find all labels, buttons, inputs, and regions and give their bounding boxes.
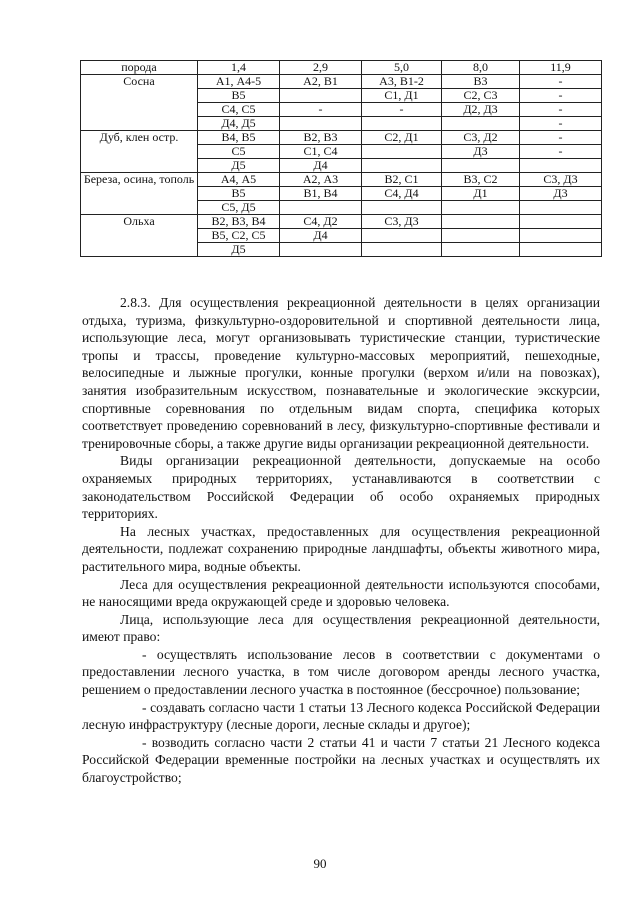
table-cell: - [520, 131, 602, 145]
table-cell: - [362, 103, 442, 117]
table-cell: Д5 [198, 159, 280, 173]
table-cell [362, 159, 442, 173]
table-cell: - [520, 75, 602, 89]
species-cell: Сосна [81, 75, 198, 131]
table-cell: С4, Д2 [280, 215, 362, 229]
table-row [81, 215, 602, 229]
list-item: - возводить согласно части 2 статьи 41 и части 7 статьи 21 Лесного кодекса Российской Федерации временные постройки на лесных участках и осуществлять их благоустройство; [82, 734, 600, 786]
table-cell: А2, В1 [280, 75, 362, 89]
table-cell: - [520, 145, 602, 159]
table-cell [520, 229, 602, 243]
table-cell: В3 [442, 75, 520, 89]
table-cell [280, 89, 362, 103]
table-cell [520, 243, 602, 257]
table-cell: В5 [198, 187, 280, 201]
paragraph: На лесных участках, предоставленных для осуществления рекреационной деятельности, подлежат сохранению природные ландшафты, объекты животного мира, растительного мира, водные объекты. [82, 523, 600, 574]
table-cell: В5, С2, С5 [198, 229, 280, 243]
table-cell: С3, Д3 [362, 215, 442, 229]
table-body [81, 61, 602, 257]
table-cell: С3, Д3 [520, 173, 602, 187]
paragraph: Леса для осуществления рекреационной деятельности используются способами, не наносящими вреда окружающей среде и здоровью человека. [82, 576, 600, 610]
table-cell [442, 215, 520, 229]
header-cell: порода [81, 61, 198, 75]
table-cell: В2, В3, В4 [198, 215, 280, 229]
species-cell: Береза, осина, тополь [81, 173, 198, 215]
table-cell: С5 [198, 145, 280, 159]
table-row [81, 173, 602, 187]
table-cell: А4, А5 [198, 173, 280, 187]
table-cell: Д5 [198, 243, 280, 257]
table-cell [442, 201, 520, 215]
table-cell: Д2, Д3 [442, 103, 520, 117]
table-row [81, 131, 602, 145]
species-cell: Ольха [81, 215, 198, 257]
species-cell: Дуб, клен остр. [81, 131, 198, 173]
table-cell: - [520, 89, 602, 103]
table-cell: С3, Д2 [442, 131, 520, 145]
table-cell: Д4, Д5 [198, 117, 280, 131]
table-cell: С1, Д1 [362, 89, 442, 103]
table-cell: В5 [198, 89, 280, 103]
table-cell: С2, Д1 [362, 131, 442, 145]
table-cell: Д3 [442, 145, 520, 159]
table-row [81, 75, 602, 89]
table-cell [362, 145, 442, 159]
table-cell: В4, В5 [198, 131, 280, 145]
table-cell: - [280, 103, 362, 117]
paragraph: Лица, использующие леса для осуществления рекреационной деятельности, имеют право: [82, 611, 600, 645]
table-cell [280, 243, 362, 257]
table-cell: А2, А3 [280, 173, 362, 187]
page-number: 90 [313, 856, 327, 871]
list-item: - создавать согласно части 1 статьи 13 Лесного кодекса Российской Федерации лесную инфраструктуру (лесные дороги, лесные склады и другое); [82, 699, 600, 733]
table-cell: С4, Д4 [362, 187, 442, 201]
table-cell: Д4 [280, 159, 362, 173]
table-cell: Д4 [280, 229, 362, 243]
table-cell [362, 201, 442, 215]
table-header-row [81, 61, 602, 75]
table-cell: С5, Д5 [198, 201, 280, 215]
header-cell: 8,0 [442, 61, 520, 75]
paragraph: 2.8.3. Для осуществления рекреационной деятельности в целях организации отдыха, туризма, физкультурно-оздоровительной и спортивной деятельности лица, использующие леса, могут организовывать туристические станции, туристические тропы и трассы, проведение культурно-массовых мероприятий, пешеходные, велосипедные и лыжные прогулки, конные прогулки (верхом и/или на повозках), занятия изобразительным искусством, познавательные и экологические экскурсии, спортивные соревнования по отдельным видам спорта, специфика которых соответствует проведению соревнований в лесу, физкультурно-спортивные фестивали и тренировочные сборы, а также другие виды организации рекреационной деятельности. [82, 295, 600, 451]
table-cell: - [520, 117, 602, 131]
header-cell: 5,0 [362, 61, 442, 75]
table-cell: А3, В1-2 [362, 75, 442, 89]
header-cell: 2,9 [280, 61, 362, 75]
table-cell: В2, С1 [362, 173, 442, 187]
table-cell: В3, С2 [442, 173, 520, 187]
document-body [82, 294, 600, 787]
table-cell: С1, С4 [280, 145, 362, 159]
table-cell [520, 215, 602, 229]
table-cell [442, 243, 520, 257]
table-cell: В2, В3 [280, 131, 362, 145]
list-item: - осуществлять использование лесов в соответствии с документами о предоставлении лесного участка, в том числе договором аренды лесного участка, решением о предоставлении лесного участка в постоянное (бессрочное) пользование; [82, 646, 600, 698]
table-cell [362, 243, 442, 257]
table-cell: Д3 [520, 187, 602, 201]
table-cell [442, 117, 520, 131]
table-cell [362, 229, 442, 243]
header-cell: 11,9 [520, 61, 602, 75]
header-cell: 1,4 [198, 61, 280, 75]
table-cell: Д1 [442, 187, 520, 201]
table-cell: А1, А4-5 [198, 75, 280, 89]
species-table [80, 60, 602, 257]
table-cell [442, 159, 520, 173]
table-cell: - [520, 103, 602, 117]
paragraph: Виды организации рекреационной деятельности, допускаемые на особо охраняемых природных территориях, устанавливаются в соответствии с законодательством Российской Федерации об особо охраняемых природных территориях. [82, 453, 600, 522]
table-cell [362, 117, 442, 131]
table-cell: С2, С3 [442, 89, 520, 103]
table-cell [442, 229, 520, 243]
table-cell [520, 201, 602, 215]
table-cell: В1, В4 [280, 187, 362, 201]
table-cell [280, 117, 362, 131]
table-cell [280, 201, 362, 215]
table-cell [520, 159, 602, 173]
table-cell: С4, С5 [198, 103, 280, 117]
